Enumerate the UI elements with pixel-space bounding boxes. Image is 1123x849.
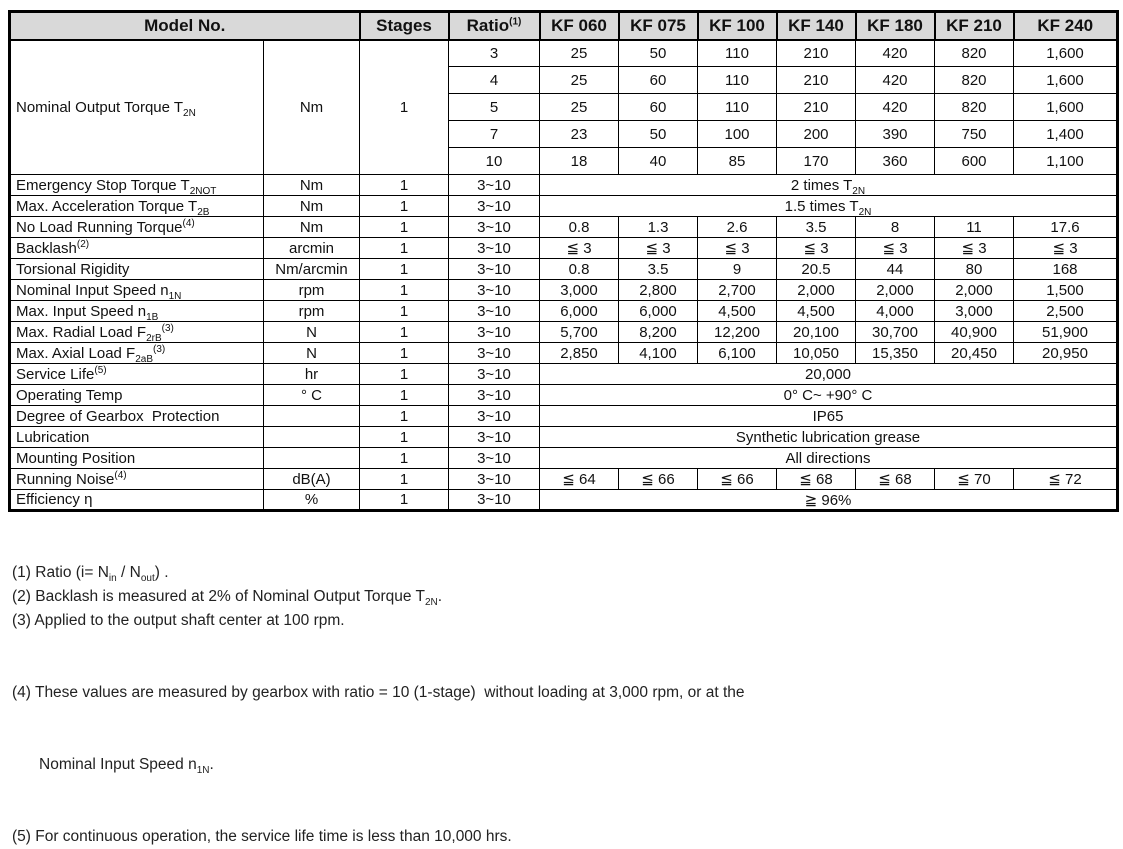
header-model-kf240: KF 240	[1014, 12, 1118, 40]
header-model-no: Model No.	[10, 12, 360, 40]
value-cell: 1,500	[1014, 280, 1118, 301]
footnote-text: Nominal Input Speed n	[39, 756, 197, 773]
header-model-kf140: KF 140	[777, 12, 856, 40]
table-row	[10, 238, 1118, 259]
unit-cell: %	[264, 490, 360, 511]
value-cell: 10,050	[777, 343, 856, 364]
unit-cell	[264, 448, 360, 469]
value-cell: 420	[856, 94, 935, 121]
value-cell: IP65	[540, 406, 1118, 427]
spec-label-text: No Load Running Torque	[16, 218, 183, 236]
stages-cell: 1	[360, 427, 449, 448]
value-cell: 2,850	[540, 343, 619, 364]
unit-cell: Nm	[264, 40, 360, 175]
spec-label-text: Running Noise	[16, 470, 115, 488]
spec-label-text: Max. Input Speed n	[16, 302, 147, 320]
unit-cell: Nm	[264, 196, 360, 217]
header-model-kf210: KF 210	[935, 12, 1014, 40]
value-cell: 50	[619, 121, 698, 148]
value-cell: 40	[619, 148, 698, 175]
spec-label	[10, 259, 264, 280]
ratio-cell: 3~10	[449, 364, 540, 385]
footnote-sub: 1N	[196, 765, 210, 777]
stages-cell: 1	[360, 469, 449, 490]
value-cell: 20.5	[777, 259, 856, 280]
table-row	[10, 301, 1118, 322]
spec-label	[10, 469, 264, 490]
header-ratio-sup: (1)	[509, 16, 522, 28]
value-cell: 2,000	[935, 280, 1014, 301]
value-cell: 2,000	[856, 280, 935, 301]
header-model-kf075: KF 075	[619, 12, 698, 40]
ratio-cell: 3~10	[449, 406, 540, 427]
header-ratio-label: Ratio	[466, 15, 510, 35]
value-cell: 2,500	[1014, 301, 1118, 322]
value-cell: 25	[540, 94, 619, 121]
table-row	[10, 490, 1118, 511]
value-cell: 2,700	[698, 280, 777, 301]
ratio-cell: 4	[449, 67, 540, 94]
ratio-cell: 3~10	[449, 280, 540, 301]
value-cell: 44	[856, 259, 935, 280]
value-cell: 168	[1014, 259, 1118, 280]
spec-label-sup: (3)	[153, 343, 166, 355]
spec-label-text: Max. Axial Load F	[16, 344, 136, 362]
value-cell: 360	[856, 148, 935, 175]
value-cell: ≦ 3	[1014, 238, 1118, 259]
ratio-cell: 3~10	[449, 217, 540, 238]
spec-label	[10, 175, 264, 196]
stages-cell: 1	[360, 490, 449, 511]
spec-label-sub: 2NOT	[189, 185, 217, 196]
value-cell: 2,000	[777, 280, 856, 301]
ratio-cell: 3~10	[449, 238, 540, 259]
value-cell: 17.6	[1014, 217, 1118, 238]
footnotes	[12, 561, 745, 849]
stages-cell: 1	[360, 343, 449, 364]
value-cell: ≦ 3	[777, 238, 856, 259]
value-cell: 30,700	[856, 322, 935, 343]
value-cell: ≦ 3	[856, 238, 935, 259]
stages-cell: 1	[360, 385, 449, 406]
ratio-cell: 3~10	[449, 322, 540, 343]
ratio-cell: 3~10	[449, 490, 540, 511]
ratio-cell: 3~10	[449, 196, 540, 217]
spec-label-sup: (4)	[182, 217, 195, 229]
value-cell: 210	[777, 40, 856, 67]
value-cell: 12,200	[698, 322, 777, 343]
header-stages: Stages	[360, 12, 449, 40]
spec-label-sub: 2B	[197, 206, 210, 217]
unit-cell	[264, 427, 360, 448]
value-cell: 2.6	[698, 217, 777, 238]
value-cell: 51,900	[1014, 322, 1118, 343]
value-cell: 18	[540, 148, 619, 175]
value-cell: 4,500	[777, 301, 856, 322]
gearbox-spec-table	[8, 10, 1119, 512]
spec-label-sub: 1B	[146, 311, 159, 322]
spec-label	[10, 448, 264, 469]
value-cell: ≦ 3	[619, 238, 698, 259]
stages-cell: 1	[360, 364, 449, 385]
spec-label	[10, 280, 264, 301]
value-cell: ≧ 96%	[540, 490, 1118, 511]
table-row	[10, 364, 1118, 385]
value-cell: 170	[777, 148, 856, 175]
value-cell: 820	[935, 40, 1014, 67]
ratio-cell: 3~10	[449, 175, 540, 196]
spec-label	[10, 406, 264, 427]
value-cell: 200	[777, 121, 856, 148]
value-cell: 0° C~ +90° C	[540, 385, 1118, 406]
footnote-text: (4) These values are measured by gearbox with ratio = 10 (1-stage) without loading at 3,000 rpm, or at the	[12, 684, 745, 701]
value-cell: 110	[698, 40, 777, 67]
value-cell: 20,000	[540, 364, 1118, 385]
value-cell: 6,000	[619, 301, 698, 322]
value-cell: 3,000	[935, 301, 1014, 322]
value-cell: 1,400	[1014, 121, 1118, 148]
footnote-text: (5) For continuous operation, the service life time is less than 10,000 hrs.	[12, 828, 512, 845]
unit-cell: N	[264, 343, 360, 364]
unit-cell: rpm	[264, 280, 360, 301]
value-cell	[540, 175, 1118, 196]
spec-label-text: Emergency Stop Torque T	[16, 176, 190, 194]
value-cell: 20,950	[1014, 343, 1118, 364]
spec-label-text: Mounting Position	[16, 449, 136, 467]
stages-cell: 1	[360, 301, 449, 322]
ratio-cell: 3~10	[449, 448, 540, 469]
value-cell: 50	[619, 40, 698, 67]
spec-label	[10, 490, 264, 511]
value-cell: 5,700	[540, 322, 619, 343]
value-cell: 3.5	[619, 259, 698, 280]
table-row	[10, 469, 1118, 490]
table-row	[10, 217, 1118, 238]
value-cell: ≦ 66	[698, 469, 777, 490]
value-cell: Synthetic lubrication grease	[540, 427, 1118, 448]
value-cell: 1.3	[619, 217, 698, 238]
ratio-cell: 7	[449, 121, 540, 148]
spec-label-text: Service Life	[16, 365, 95, 383]
table-row	[10, 322, 1118, 343]
ratio-cell: 3	[449, 40, 540, 67]
footnote-1	[12, 561, 745, 585]
footnote-3	[12, 609, 745, 633]
spec-label-sup: (5)	[94, 364, 107, 376]
spec-label-sup: (2)	[76, 238, 90, 250]
ratio-cell: 5	[449, 94, 540, 121]
value-cell: 80	[935, 259, 1014, 280]
unit-cell: arcmin	[264, 238, 360, 259]
footnote-text: .	[209, 756, 214, 773]
value-cell: 20,100	[777, 322, 856, 343]
stages-cell: 1	[360, 196, 449, 217]
ratio-cell: 3~10	[449, 469, 540, 490]
table-row	[10, 196, 1118, 217]
value-sub: 2N	[858, 206, 872, 217]
value-cell: ≦ 66	[619, 469, 698, 490]
ratio-cell: 3~10	[449, 343, 540, 364]
spec-label-text: Max. Radial Load F	[16, 323, 147, 341]
unit-cell: Nm	[264, 175, 360, 196]
value-cell: 750	[935, 121, 1014, 148]
value-cell: 9	[698, 259, 777, 280]
footnote-4-line-2	[12, 753, 745, 777]
footnote-2	[12, 585, 745, 609]
footnote-text: (3) Applied to the output shaft center at 100 rpm.	[12, 612, 345, 629]
table-row	[10, 385, 1118, 406]
value-text: 2 times T	[790, 176, 853, 194]
value-cell: 820	[935, 67, 1014, 94]
spec-label	[10, 322, 264, 343]
spec-label-text: Torsional Rigidity	[16, 260, 130, 278]
value-cell: 110	[698, 67, 777, 94]
spec-label-text: Degree of Gearbox Protection	[16, 407, 220, 425]
value-cell: 820	[935, 94, 1014, 121]
unit-cell: rpm	[264, 301, 360, 322]
value-cell: 0.8	[540, 259, 619, 280]
value-cell: ≦ 68	[777, 469, 856, 490]
table-row	[10, 40, 1118, 67]
unit-cell: N	[264, 322, 360, 343]
table-row	[10, 259, 1118, 280]
value-cell: 390	[856, 121, 935, 148]
table-row	[10, 448, 1118, 469]
value-cell: 3.5	[777, 217, 856, 238]
stages-cell: 1	[360, 175, 449, 196]
value-cell: 2,800	[619, 280, 698, 301]
footnote-4	[12, 633, 745, 825]
spec-label	[10, 385, 264, 406]
value-cell: 1,100	[1014, 148, 1118, 175]
value-cell: 6,000	[540, 301, 619, 322]
value-cell: 6,100	[698, 343, 777, 364]
stages-cell: 1	[360, 217, 449, 238]
value-cell: 8,200	[619, 322, 698, 343]
spec-label	[10, 238, 264, 259]
value-cell: 25	[540, 67, 619, 94]
stages-cell: 1	[360, 448, 449, 469]
spec-label-sup: (4)	[114, 469, 127, 481]
spec-label	[10, 196, 264, 217]
value-cell: 1,600	[1014, 67, 1118, 94]
stages-cell: 1	[360, 280, 449, 301]
spec-label-sub: 2rB	[146, 332, 162, 343]
value-text: 1.5 times T	[784, 197, 859, 215]
spec-label-text: Nominal Output Torque T	[16, 98, 184, 116]
value-sub: 2N	[852, 185, 866, 196]
spec-label-text: Nominal Input Speed n	[16, 281, 169, 299]
value-cell: 8	[856, 217, 935, 238]
value-cell	[540, 196, 1118, 217]
header-model-kf180: KF 180	[856, 12, 935, 40]
stages-cell: 1	[360, 259, 449, 280]
unit-cell: Nm/arcmin	[264, 259, 360, 280]
spec-label	[10, 343, 264, 364]
stages-cell: 1	[360, 406, 449, 427]
value-cell: ≦ 3	[698, 238, 777, 259]
unit-cell: hr	[264, 364, 360, 385]
footnote-5	[12, 825, 745, 849]
value-cell: ≦ 3	[935, 238, 1014, 259]
value-cell: ≦ 72	[1014, 469, 1118, 490]
value-cell: 1,600	[1014, 94, 1118, 121]
unit-cell: Nm	[264, 217, 360, 238]
value-cell: ≦ 70	[935, 469, 1014, 490]
value-cell: 15,350	[856, 343, 935, 364]
value-cell: All directions	[540, 448, 1118, 469]
stages-cell: 1	[360, 238, 449, 259]
value-cell: ≦ 3	[540, 238, 619, 259]
footnote-sub: 2N	[424, 597, 438, 609]
value-cell: 1,600	[1014, 40, 1118, 67]
unit-cell: dB(A)	[264, 469, 360, 490]
table-row	[10, 343, 1118, 364]
footnote-text: (1) Ratio (i= N	[12, 564, 109, 581]
value-cell: 420	[856, 40, 935, 67]
header-model-kf100: KF 100	[698, 12, 777, 40]
value-cell: 60	[619, 67, 698, 94]
value-cell: 25	[540, 40, 619, 67]
ratio-cell: 3~10	[449, 301, 540, 322]
spec-label	[10, 217, 264, 238]
stages-cell: 1	[360, 322, 449, 343]
unit-cell	[264, 406, 360, 427]
value-cell: 60	[619, 94, 698, 121]
value-cell: 4,000	[856, 301, 935, 322]
table-row	[10, 406, 1118, 427]
ratio-cell: 3~10	[449, 427, 540, 448]
value-cell: 3,000	[540, 280, 619, 301]
spec-label	[10, 364, 264, 385]
value-cell: 11	[935, 217, 1014, 238]
value-cell: ≦ 64	[540, 469, 619, 490]
spec-label-sub: 2aB	[135, 353, 154, 364]
value-cell: 420	[856, 67, 935, 94]
ratio-cell: 10	[449, 148, 540, 175]
footnote-sub: out	[140, 573, 155, 585]
spec-label-text: Efficiency η	[16, 491, 93, 508]
spec-label	[10, 40, 264, 175]
ratio-cell: 3~10	[449, 385, 540, 406]
value-cell: 110	[698, 94, 777, 121]
spec-label-sub: 1N	[168, 290, 182, 301]
table-row	[10, 280, 1118, 301]
value-cell: 20,450	[935, 343, 1014, 364]
unit-cell: ° C	[264, 385, 360, 406]
footnote-sub: in	[108, 573, 117, 585]
footnote-text: (2) Backlash is measured at 2% of Nominal Output Torque T	[12, 588, 425, 605]
value-cell: 0.8	[540, 217, 619, 238]
value-cell: 210	[777, 94, 856, 121]
header-model-kf060: KF 060	[540, 12, 619, 40]
table-row	[10, 175, 1118, 196]
value-cell: 210	[777, 67, 856, 94]
footnote-text: .	[437, 588, 443, 605]
ratio-cell: 3~10	[449, 259, 540, 280]
value-cell: 23	[540, 121, 619, 148]
footnote-text: ) .	[154, 564, 169, 581]
value-cell: ≦ 68	[856, 469, 935, 490]
spec-label	[10, 301, 264, 322]
table-row	[10, 427, 1118, 448]
footnote-4-line-1	[12, 681, 745, 705]
spec-label-text: Lubrication	[16, 428, 90, 446]
spec-label-sup: (3)	[161, 322, 174, 334]
stages-cell: 1	[360, 40, 449, 175]
footnote-text: / N	[116, 564, 141, 581]
spec-label-text: Max. Acceleration Torque T	[16, 197, 198, 215]
value-cell: 4,100	[619, 343, 698, 364]
value-cell: 40,900	[935, 322, 1014, 343]
value-cell: 600	[935, 148, 1014, 175]
spec-label-text: Operating Temp	[16, 386, 123, 404]
value-cell: 85	[698, 148, 777, 175]
value-cell: 4,500	[698, 301, 777, 322]
spec-label-sub: 2N	[183, 107, 196, 119]
spec-label	[10, 427, 264, 448]
spec-label-text: Backlash	[16, 239, 77, 257]
header-row	[10, 12, 1118, 40]
header-ratio	[449, 12, 540, 40]
value-cell: 100	[698, 121, 777, 148]
